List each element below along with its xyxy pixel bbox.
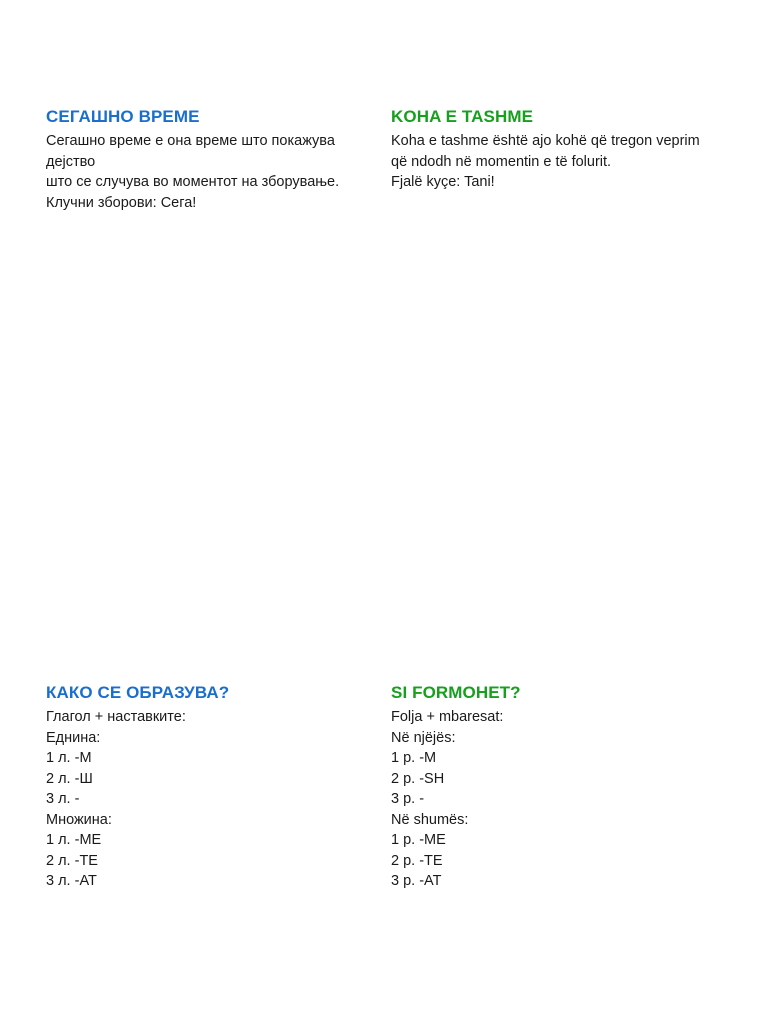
- text-line: Në shumës:: [391, 811, 469, 828]
- section-present-tense-mk: [46, 106, 376, 213]
- text-line: Në njëjës:: [391, 729, 456, 746]
- text-line: 2 p. -SH: [391, 770, 445, 787]
- text-line: дејство: [46, 153, 96, 170]
- text-line: 3 л. -: [46, 791, 80, 807]
- text-line: 2 л. -Ш: [46, 770, 93, 787]
- text-line: Глагол + наставките:: [46, 709, 186, 725]
- text-line: 1 p. -ME: [391, 832, 446, 848]
- section-present-tense-sq: [391, 106, 721, 193]
- section-title: KOHA E TASHME: [391, 107, 534, 126]
- section-formation-mk: [46, 682, 376, 892]
- text-line: 1 p. -M: [391, 750, 437, 766]
- text-line: 3 л. -АТ: [46, 873, 97, 889]
- text-line: Множина:: [46, 811, 112, 828]
- section-title: SI FORMOHET?: [391, 683, 521, 702]
- text-line: 1 л. -М: [46, 750, 92, 766]
- text-line: што се случува во моментот на зборување.: [46, 174, 340, 190]
- text-line: Koha e tashme është ajo kohë që tregon veprim: [391, 133, 700, 149]
- text-line: Клучни зборови: Сега!: [46, 194, 197, 211]
- text-line: që ndodh në momentin e të folurit.: [391, 153, 612, 170]
- text-line: 2 л. -ТЕ: [46, 852, 98, 869]
- text-line: Folja + mbaresat:: [391, 709, 504, 725]
- section-formation-sq: [391, 682, 721, 892]
- text-line: 3 p. -: [391, 791, 425, 807]
- text-line: 3 p. -AT: [391, 873, 442, 889]
- text-line: Сегашно време е она време што покажува: [46, 133, 335, 149]
- text-line: 2 p. -TE: [391, 852, 443, 869]
- section-title: СЕГАШНО ВРЕМЕ: [46, 107, 200, 126]
- text-line: Еднина:: [46, 729, 101, 746]
- text-line: 1 л. -МЕ: [46, 832, 102, 848]
- section-title: КАКО СЕ ОБРАЗУВА?: [46, 683, 230, 702]
- text-line: Fjalë kyçe: Tani!: [391, 174, 495, 190]
